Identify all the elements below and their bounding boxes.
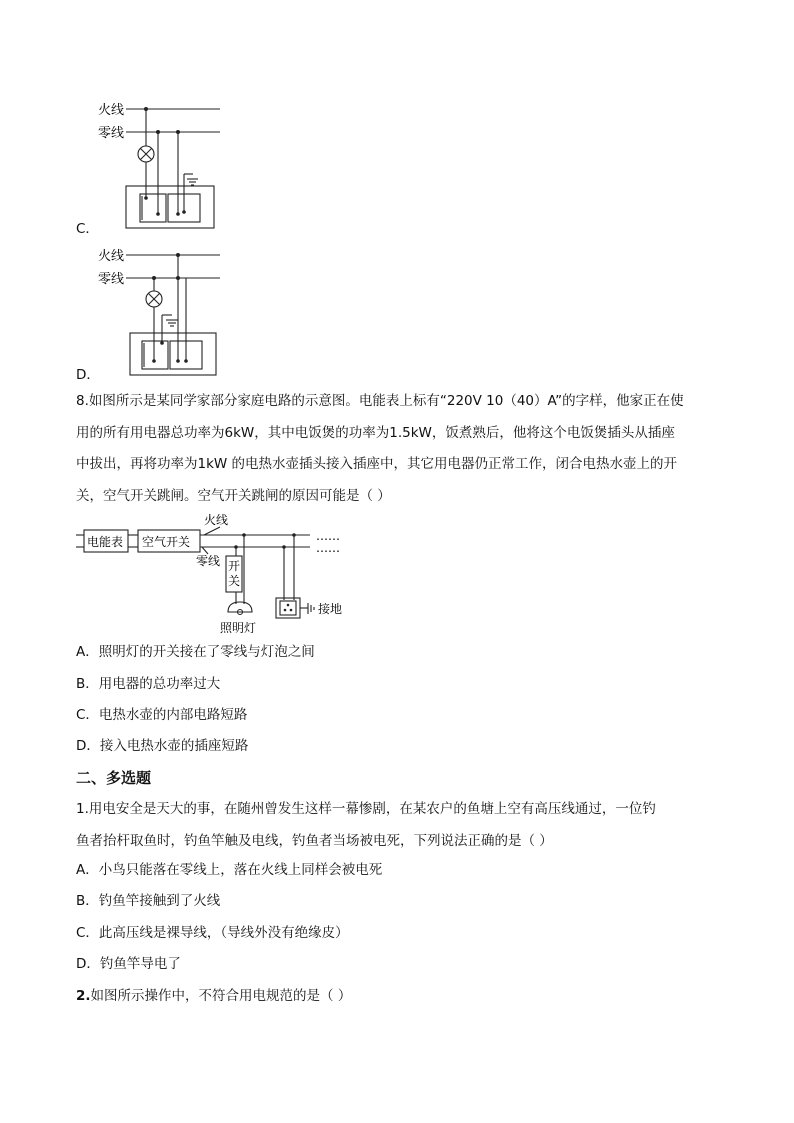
section-heading: 二、多选题 (76, 769, 152, 787)
ground-icon (184, 174, 198, 212)
live-wire-label: 火线 (98, 249, 125, 264)
air-circuit-breaker (138, 530, 200, 552)
ground-icon (300, 603, 314, 614)
neutral-wire-label: 零线 (98, 272, 125, 287)
live-wire-label: 火线 (98, 103, 125, 118)
breaker-label: 空气开关 (142, 535, 191, 549)
multi-question-2-stem (76, 986, 351, 1006)
lamp-icon (138, 146, 154, 162)
question-number: 2. (76, 988, 91, 1004)
lamp-switch (226, 556, 244, 592)
option-d-marker: D． (76, 367, 100, 383)
household-circuit-figure (72, 508, 362, 638)
ground-label: 接地 (318, 602, 343, 616)
continuation-dots: …… (316, 541, 340, 555)
neutral-wire-label: 零线 (196, 554, 221, 568)
socket-icon (276, 598, 300, 618)
m1-option-c[interactable]: C．此高压线是裸导线，（导线外没有绝缘皮） (76, 925, 349, 941)
stem-line: 关，空气开关跳闸。空气开关跳闸的原因可能是（ ） (76, 487, 391, 504)
live-wire-label: 火线 (204, 513, 229, 527)
question-8-stem (76, 386, 724, 512)
stem-line: 鱼者抬杆取鱼时，钓鱼竿触及电线，钓鱼者当场被电死，下列说法正确的是（ ） (76, 832, 553, 849)
bulb-icon (228, 602, 252, 615)
option-c-marker: C． (76, 221, 99, 237)
lamp-label: 照明灯 (220, 621, 257, 635)
question-text: 如图所示操作中，不符合用电规范的是（ ） (90, 988, 352, 1004)
q8-option-b[interactable]: B．用电器的总功率过大 (76, 676, 221, 692)
stem-line: 1.用电安全是天大的事，在随州曾发生这样一幕惨剧，在某农户的鱼塘上空有高压线通过，一位钓 (76, 801, 656, 817)
stem-line: 8.如图所示是某同学家部分家庭电路的示意图。电能表上标有“220V 10（40）A”的字样，他家正在使 (76, 393, 684, 409)
multi-question-1-stem (76, 794, 724, 857)
lamp-icon (146, 291, 162, 307)
q8-option-d[interactable]: D．接入电热水壶的插座短路 (76, 738, 249, 754)
switch-label: 开 关 (228, 559, 241, 588)
m1-option-b[interactable]: B．钓鱼竿接触到了火线 (76, 893, 221, 909)
energy-meter-label: 电能表 (87, 535, 124, 549)
ground-icon (162, 315, 178, 343)
stem-line: 中拔出，再将功率为1kW 的电热水壶插头接入插座中，其它用电器仍正常工作，闭合电热水壶上的开 (76, 456, 678, 472)
stem-line: 用的所有用电器总功率为6kW，其中电饭煲的功率为1.5kW，饭煮熟后，他将这个电饭煲插头从插座 (76, 424, 675, 441)
energy-meter (84, 530, 128, 552)
m1-option-d[interactable]: D．钓鱼竿导电了 (76, 956, 181, 972)
neutral-wire-label: 零线 (98, 126, 125, 141)
circuit-figure-c (96, 96, 236, 236)
q8-option-c[interactable]: C．电热水壶的内部电路短路 (76, 707, 248, 723)
continuation-dots: …… (316, 529, 340, 543)
m1-option-a[interactable]: A．小鸟只能落在零线上，落在火线上同样会被电死 (76, 862, 383, 878)
circuit-figure-d (96, 243, 236, 383)
q8-option-a[interactable]: A．照明灯的开关接在了零线与灯泡之间 (76, 644, 315, 660)
